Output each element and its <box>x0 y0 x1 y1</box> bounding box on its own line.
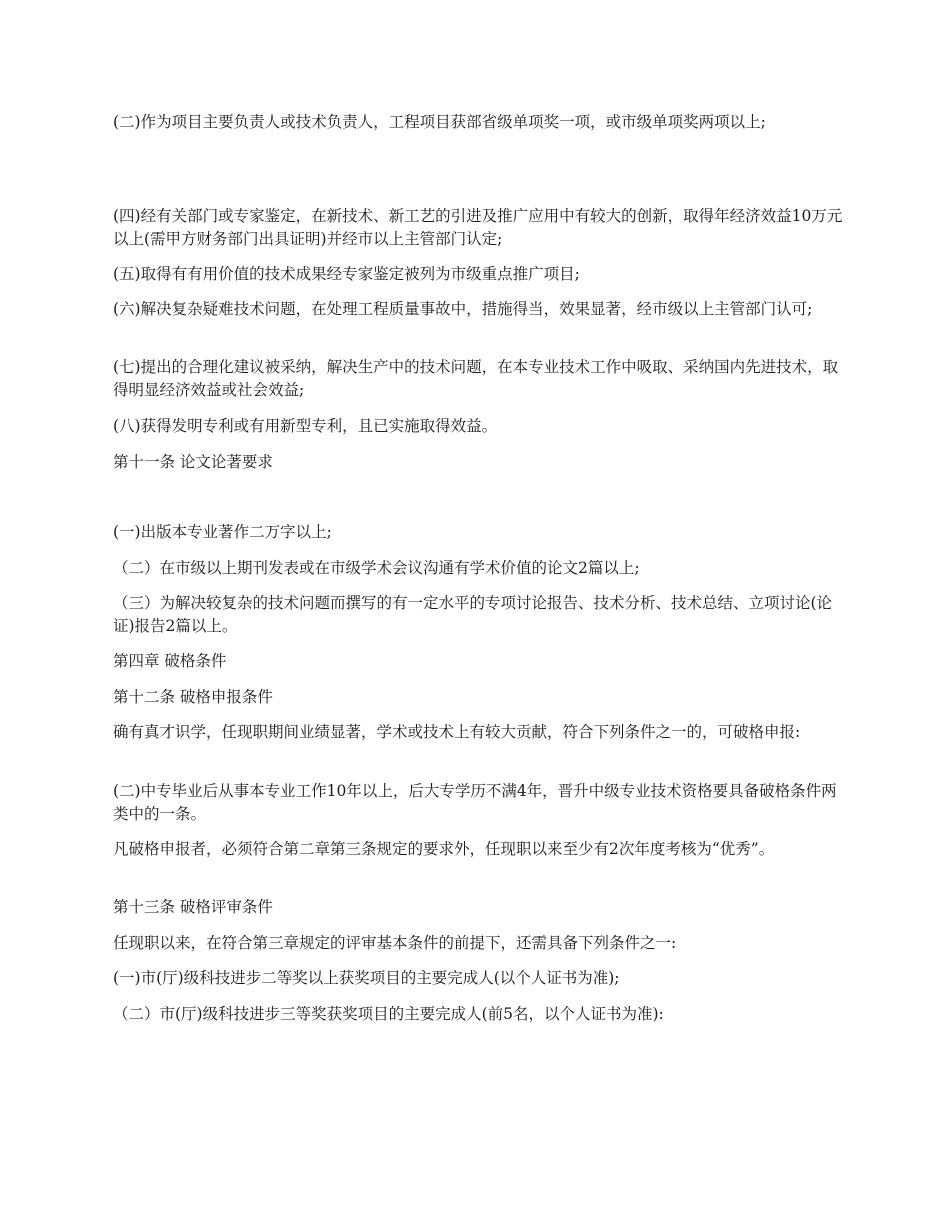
paragraph-item-2: (二)作为项目主要负责人或技术负责人，工程项目获部省级单项奖一项，或市级单项奖两项以上; <box>113 113 766 131</box>
article-heading-11: 第十一条 论文论著要求 <box>113 453 273 471</box>
paper-requirement-1: (一)出版本专业著作二万字以上; <box>113 523 332 541</box>
chapter-heading-4: 第四章 破格条件 <box>113 652 227 670</box>
paragraph-item-5: (五)取得有有用价值的技术成果经专家鉴定被列为市级重点推广项目; <box>113 265 580 283</box>
exceptional-application-item-2: (二)中专毕业后从事本专业工作10年以上，后大专学历不满4年，晋升中级专业技术资格要具备破格条件两类中的一条。 <box>113 782 837 823</box>
exceptional-application-intro: 确有真才识学，任现职期间业绩显著，学术或技术上有较大贡献，符合下列条件之一的，可破格申报: <box>113 723 801 741</box>
paper-requirement-3: （三）为解决较复杂的技术问题而撰写的有一定水平的专项讨论报告、技术分析、技术总结、立项讨论(论证)报告2篇以上。 <box>113 594 833 635</box>
article-heading-13: 第十三条 破格评审条件 <box>113 898 273 916</box>
paragraph-item-4: (四)经有关部门或专家鉴定，在新技术、新工艺的引进及推广应用中有较大的创新，取得年经济效益10万元以上(需甲方财务部门出具证明)并经市以上主管部门认定; <box>113 207 843 248</box>
exceptional-review-intro: 任现职以来，在符合第三章规定的评审基本条件的前提下，还需具备下列条件之一: <box>113 934 677 952</box>
exceptional-review-item-2: （二）市(厅)级科技进步三等奖获奖项目的主要完成人(前5名，以个人证书为准): <box>113 1005 664 1023</box>
paragraph-item-8: (八)获得发明专利或有用新型专利，且已实施取得效益。 <box>113 417 498 435</box>
paper-requirement-2: （二）在市级以上期刊发表或在市级学术会议沟通有学术价值的论文2篇以上; <box>113 559 640 577</box>
exceptional-review-item-1: (一)市(厅)级科技进步二等奖以上获奖项目的主要完成人(以个人证书为准); <box>113 969 620 987</box>
paragraph-item-6: (六)解决复杂疑难技术问题，在处理工程质量事故中，措施得当，效果显著，经市级以上主管部门认可; <box>113 300 813 318</box>
exceptional-application-note: 凡破格申报者，必须符合第二章第三条规定的要求外，任现职以来至少有2次年度考核为“优秀”。 <box>113 840 775 858</box>
article-heading-12: 第十二条 破格申报条件 <box>113 688 273 706</box>
paragraph-item-7: (七)提出的合理化建议被采纳，解决生产中的技术问题，在本专业技术工作中吸取、采纳国内先进技术，取得明显经济效益或社会效益; <box>113 358 839 399</box>
